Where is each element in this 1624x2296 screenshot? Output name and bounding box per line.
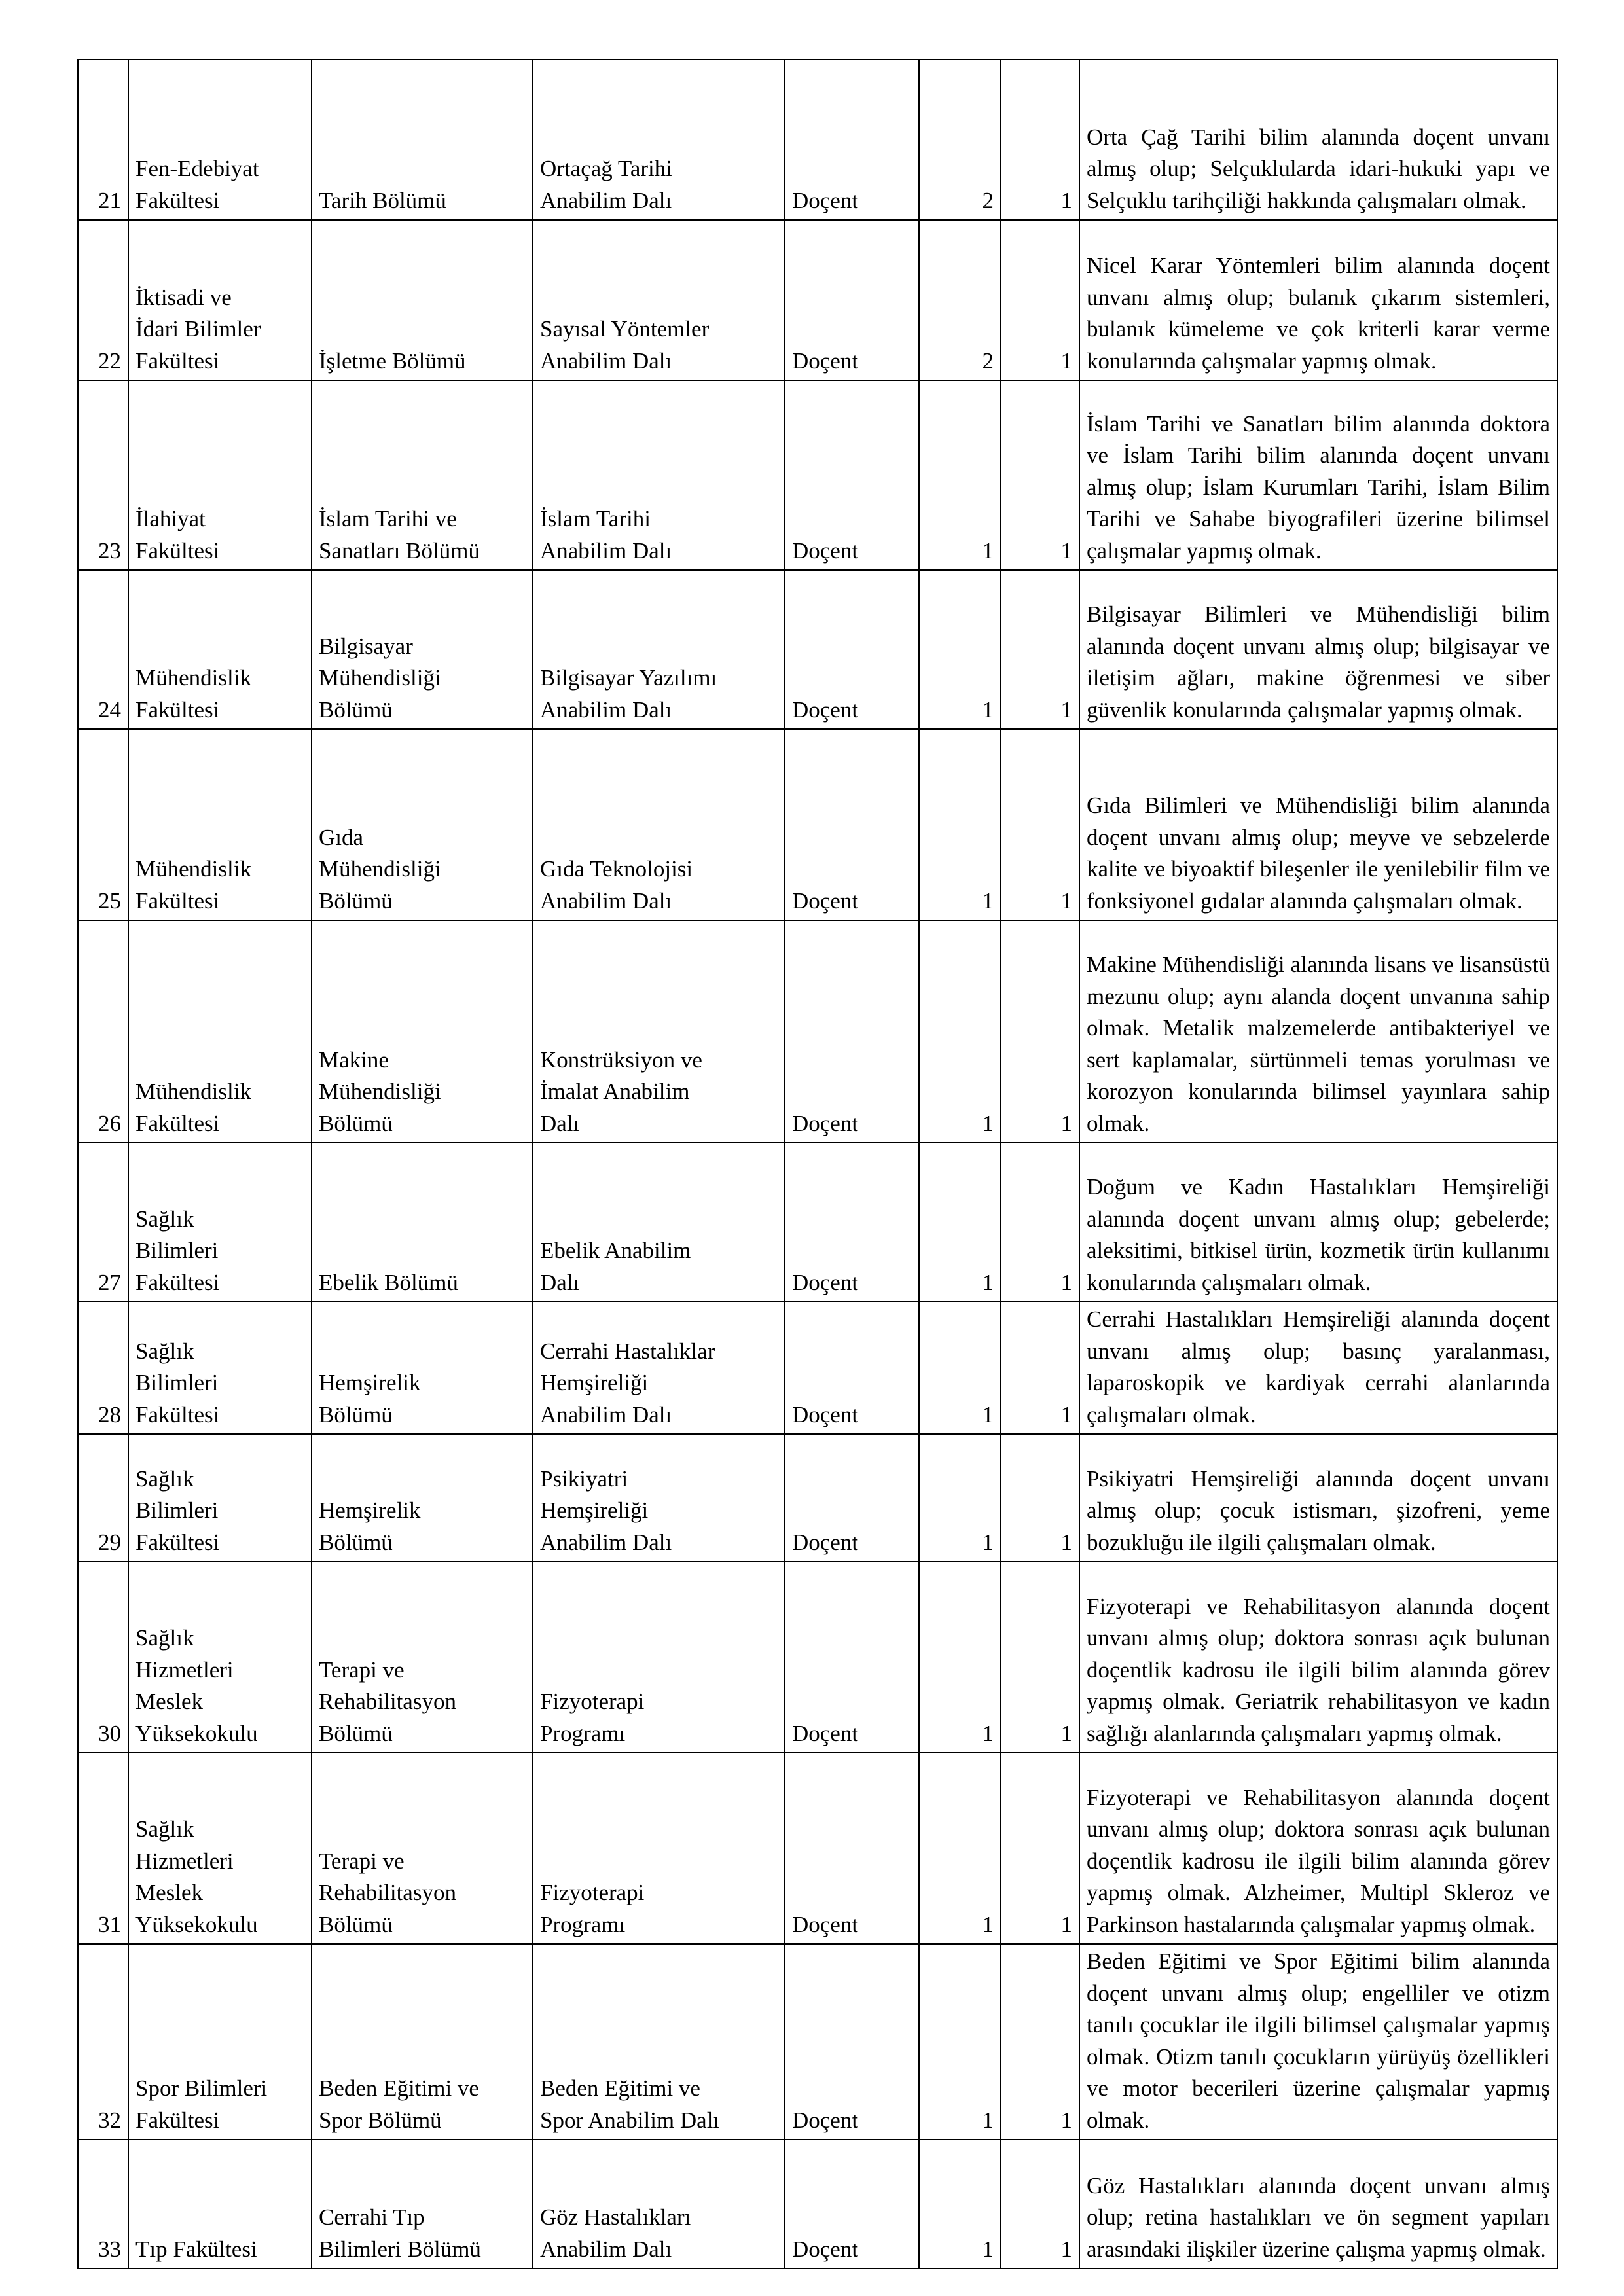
count-cell: 1 bbox=[919, 2140, 1001, 2269]
requirements-text: Bilgisayar Bilimleri ve Mühendisliği bilim alanında doçent unvanı almış olup; bilgisayar ve iletişim ağları, makine öğrenmesi ve siber güvenlik konularında çalışmalar yapmış olmak. bbox=[1087, 601, 1550, 723]
table-row bbox=[78, 570, 1557, 729]
count-cell: 1 bbox=[919, 1753, 1001, 1944]
count-cell: 1 bbox=[919, 1434, 1001, 1562]
department-cell: Bilgisayar Mühendisliği Bölümü bbox=[312, 570, 533, 729]
title-cell: Doçent bbox=[785, 920, 919, 1143]
department-cell: Beden Eğitimi ve Spor Bölümü bbox=[312, 1944, 533, 2140]
count-cell: 1 bbox=[919, 729, 1001, 920]
faculty-cell: Sağlık Hizmetleri Meslek Yüksekokulu bbox=[128, 1753, 312, 1944]
department-cell: İslam Tarihi ve Sanatları Bölümü bbox=[312, 380, 533, 570]
department-cell: Cerrahi Tıp Bilimleri Bölümü bbox=[312, 2140, 533, 2269]
num-cell: 1 bbox=[1001, 1753, 1079, 1944]
num-cell: 1 bbox=[1001, 1434, 1079, 1562]
faculty-cell: Mühendislik Fakültesi bbox=[128, 570, 312, 729]
table-row bbox=[78, 220, 1557, 380]
department-cell: Terapi ve Rehabilitasyon Bölümü bbox=[312, 1562, 533, 1753]
count-cell: 1 bbox=[919, 1302, 1001, 1434]
title-cell: Doçent bbox=[785, 1944, 919, 2140]
count-cell: 1 bbox=[919, 1562, 1001, 1753]
faculty-cell: Fen-Edebiyat Fakültesi bbox=[128, 60, 312, 220]
table-row bbox=[78, 1753, 1557, 1944]
row-number: 32 bbox=[78, 1944, 128, 2140]
department-cell: İşletme Bölümü bbox=[312, 220, 533, 380]
row-number: 23 bbox=[78, 380, 128, 570]
table-row bbox=[78, 2140, 1557, 2269]
table-row bbox=[78, 1944, 1557, 2140]
faculty-cell: Spor Bilimleri Fakültesi bbox=[128, 1944, 312, 2140]
count-cell: 1 bbox=[919, 1944, 1001, 2140]
num-cell: 1 bbox=[1001, 60, 1079, 220]
title-cell: Doçent bbox=[785, 1562, 919, 1753]
requirements-text: Fizyoterapi ve Rehabilitasyon alanında doçent unvanı almış olup; doktora sonrası açık bulunan doçentlik kadrosu ile ilgili bilim alanında görev yapmış olmak. Geriatrik rehabilitasyon ve kadın sağlığı alanlarında çalışmaları yapmış olmak. bbox=[1087, 1593, 1550, 1746]
division-cell: Beden Eğitimi ve Spor Anabilim Dalı bbox=[533, 1944, 785, 2140]
requirements-text: Fizyoterapi ve Rehabilitasyon alanında doçent unvanı almış olup; doktora sonrası açık bulunan doçentlik kadrosu ile ilgili bilim alanında görev yapmış olmak. Alzheimer, Multipl Skleroz ve Parkinson hastalarında çalışmalar yapmış olmak. bbox=[1087, 1784, 1550, 1937]
num-cell: 1 bbox=[1001, 1143, 1079, 1302]
department-cell: Ebelik Bölümü bbox=[312, 1143, 533, 1302]
division-cell: Konstrüksiyon ve İmalat Anabilim Dalı bbox=[533, 920, 785, 1143]
requirements-cell bbox=[1079, 920, 1557, 1143]
faculty-cell: Mühendislik Fakültesi bbox=[128, 729, 312, 920]
title-cell: Doçent bbox=[785, 729, 919, 920]
division-cell: Ortaçağ Tarihi Anabilim Dalı bbox=[533, 60, 785, 220]
faculty-cell: İktisadi ve İdari Bilimler Fakültesi bbox=[128, 220, 312, 380]
count-cell: 1 bbox=[919, 920, 1001, 1143]
division-cell: Gıda Teknolojisi Anabilim Dalı bbox=[533, 729, 785, 920]
division-cell: Fizyoterapi Programı bbox=[533, 1562, 785, 1753]
title-cell: Doçent bbox=[785, 220, 919, 380]
row-number: 30 bbox=[78, 1562, 128, 1753]
faculty-cell: Sağlık Bilimleri Fakültesi bbox=[128, 1143, 312, 1302]
title-cell: Doçent bbox=[785, 380, 919, 570]
table-row bbox=[78, 380, 1557, 570]
division-cell: İslam Tarihi Anabilim Dalı bbox=[533, 380, 785, 570]
requirements-text: Doğum ve Kadın Hastalıkları Hemşireliği alanında doçent unvanı almış olup; gebelerde; aleksitimi, bitkisel ürün, kozmetik ürün kullanımı konularında çalışmaları olmak. bbox=[1087, 1174, 1550, 1295]
requirements-text: Orta Çağ Tarihi bilim alanında doçent unvanı almış olup; Selçuklularda idari-hukuki yapı ve Selçuklu tarihçiliği hakkında çalışmaları olmak. bbox=[1087, 124, 1550, 213]
faculty-cell: Tıp Fakültesi bbox=[128, 2140, 312, 2269]
department-cell: Gıda Mühendisliği Bölümü bbox=[312, 729, 533, 920]
title-cell: Doçent bbox=[785, 60, 919, 220]
requirements-cell bbox=[1079, 60, 1557, 220]
faculty-cell: Mühendislik Fakültesi bbox=[128, 920, 312, 1143]
requirements-text: Beden Eğitimi ve Spor Eğitimi bilim alanında doçent unvanı almış olup; engelliler ve otizm tanılı çocuklar ile ilgili bilimsel çalışmalar yapmış olmak. Otizm tanılı çocukların yürüyüş özellikleri ve motor becerileri üzerine çalışmalar yapmış olmak. bbox=[1087, 1948, 1550, 2133]
table-row bbox=[78, 1143, 1557, 1302]
requirements-text: Gıda Bilimleri ve Mühendisliği bilim alanında doçent unvanı almış olup; meyve ve sebzelerde kalite ve biyoaktif bileşenler ile yenilebilir film ve fonksiyonel gıdalar alanında çalışmaları olmak. bbox=[1087, 793, 1550, 914]
num-cell: 1 bbox=[1001, 380, 1079, 570]
table-row bbox=[78, 1302, 1557, 1434]
faculty-cell: Sağlık Hizmetleri Meslek Yüksekokulu bbox=[128, 1562, 312, 1753]
requirements-cell bbox=[1079, 729, 1557, 920]
requirements-text: Göz Hastalıkları alanında doçent unvanı almış olup; retina hastalıkları ve ön segment yapıları arasındaki ilişkiler üzerine çalışma yapmış olmak. bbox=[1087, 2172, 1550, 2262]
division-cell: Ebelik Anabilim Dalı bbox=[533, 1143, 785, 1302]
department-cell: Hemşirelik Bölümü bbox=[312, 1302, 533, 1434]
count-cell: 1 bbox=[919, 570, 1001, 729]
title-cell: Doçent bbox=[785, 570, 919, 729]
title-cell: Doçent bbox=[785, 1302, 919, 1434]
faculty-cell: Sağlık Bilimleri Fakültesi bbox=[128, 1434, 312, 1562]
requirements-text: Nicel Karar Yöntemleri bilim alanında doçent unvanı almış olup; bulanık çıkarım sistemleri, bulanık kümeleme ve çok kriterli karar verme konularında çalışmalar yapmış olmak. bbox=[1087, 253, 1550, 374]
title-cell: Doçent bbox=[785, 2140, 919, 2269]
row-number: 21 bbox=[78, 60, 128, 220]
num-cell: 1 bbox=[1001, 220, 1079, 380]
num-cell: 1 bbox=[1001, 1944, 1079, 2140]
table-row bbox=[78, 920, 1557, 1143]
table-row bbox=[78, 60, 1557, 220]
row-number: 33 bbox=[78, 2140, 128, 2269]
requirements-text: Makine Mühendisliği alanında lisans ve lisansüstü mezunu olup; aynı alanda doçent unvanına sahip olmak. Metalik malzemelerde antibakteriyel ve sert kaplamalar, sürtünmeli temas yorulması ve korozyon konularında bilimsel yayınlara sahip olmak. bbox=[1087, 952, 1550, 1136]
row-number: 31 bbox=[78, 1753, 128, 1944]
table-row bbox=[78, 1434, 1557, 1562]
requirements-cell bbox=[1079, 380, 1557, 570]
num-cell: 1 bbox=[1001, 570, 1079, 729]
requirements-cell bbox=[1079, 570, 1557, 729]
row-number: 26 bbox=[78, 920, 128, 1143]
requirements-cell bbox=[1079, 1562, 1557, 1753]
row-number: 25 bbox=[78, 729, 128, 920]
requirements-cell bbox=[1079, 220, 1557, 380]
requirements-cell bbox=[1079, 1434, 1557, 1562]
division-cell: Fizyoterapi Programı bbox=[533, 1753, 785, 1944]
division-cell: Göz Hastalıkları Anabilim Dalı bbox=[533, 2140, 785, 2269]
requirements-text: Psikiyatri Hemşireliği alanında doçent unvanı almış olup; çocuk istismarı, şizofreni, yeme bozukluğu ile ilgili çalışmaları olmak. bbox=[1087, 1465, 1550, 1555]
num-cell: 1 bbox=[1001, 1302, 1079, 1434]
count-cell: 1 bbox=[919, 380, 1001, 570]
count-cell: 1 bbox=[919, 1143, 1001, 1302]
requirements-text: İslam Tarihi ve Sanatları bilim alanında doktora ve İslam Tarihi bilim alanında doçent unvanı almış olup; İslam Kurumları Tarihi, İslam Bilim Tarihi ve Sahabe biyografileri üzerine bilimsel çalışmalar yapmış olmak. bbox=[1087, 410, 1550, 564]
requirements-text: Cerrahi Hastalıkları Hemşireliği alanında doçent unvanı almış olup; basınç yaralanması, laparoskopik ve kardiyak cerrahi alanlarında çalışmaları olmak. bbox=[1087, 1306, 1550, 1427]
count-cell: 2 bbox=[919, 60, 1001, 220]
position-table bbox=[77, 59, 1558, 2269]
requirements-cell bbox=[1079, 1143, 1557, 1302]
division-cell: Psikiyatri Hemşireliği Anabilim Dalı bbox=[533, 1434, 785, 1562]
title-cell: Doçent bbox=[785, 1753, 919, 1944]
row-number: 24 bbox=[78, 570, 128, 729]
department-cell: Terapi ve Rehabilitasyon Bölümü bbox=[312, 1753, 533, 1944]
count-cell: 2 bbox=[919, 220, 1001, 380]
department-cell: Hemşirelik Bölümü bbox=[312, 1434, 533, 1562]
requirements-cell bbox=[1079, 2140, 1557, 2269]
requirements-cell bbox=[1079, 1944, 1557, 2140]
table-row bbox=[78, 729, 1557, 920]
requirements-cell bbox=[1079, 1302, 1557, 1434]
division-cell: Cerrahi Hastalıklar Hemşireliği Anabilim Dalı bbox=[533, 1302, 785, 1434]
faculty-cell: Sağlık Bilimleri Fakültesi bbox=[128, 1302, 312, 1434]
num-cell: 1 bbox=[1001, 2140, 1079, 2269]
title-cell: Doçent bbox=[785, 1434, 919, 1562]
row-number: 29 bbox=[78, 1434, 128, 1562]
num-cell: 1 bbox=[1001, 1562, 1079, 1753]
num-cell: 1 bbox=[1001, 729, 1079, 920]
num-cell: 1 bbox=[1001, 920, 1079, 1143]
row-number: 28 bbox=[78, 1302, 128, 1434]
row-number: 22 bbox=[78, 220, 128, 380]
department-cell: Tarih Bölümü bbox=[312, 60, 533, 220]
table-row bbox=[78, 1562, 1557, 1753]
faculty-cell: İlahiyat Fakültesi bbox=[128, 380, 312, 570]
row-number: 27 bbox=[78, 1143, 128, 1302]
requirements-cell bbox=[1079, 1753, 1557, 1944]
division-cell: Bilgisayar Yazılımı Anabilim Dalı bbox=[533, 570, 785, 729]
title-cell: Doçent bbox=[785, 1143, 919, 1302]
department-cell: Makine Mühendisliği Bölümü bbox=[312, 920, 533, 1143]
division-cell: Sayısal Yöntemler Anabilim Dalı bbox=[533, 220, 785, 380]
